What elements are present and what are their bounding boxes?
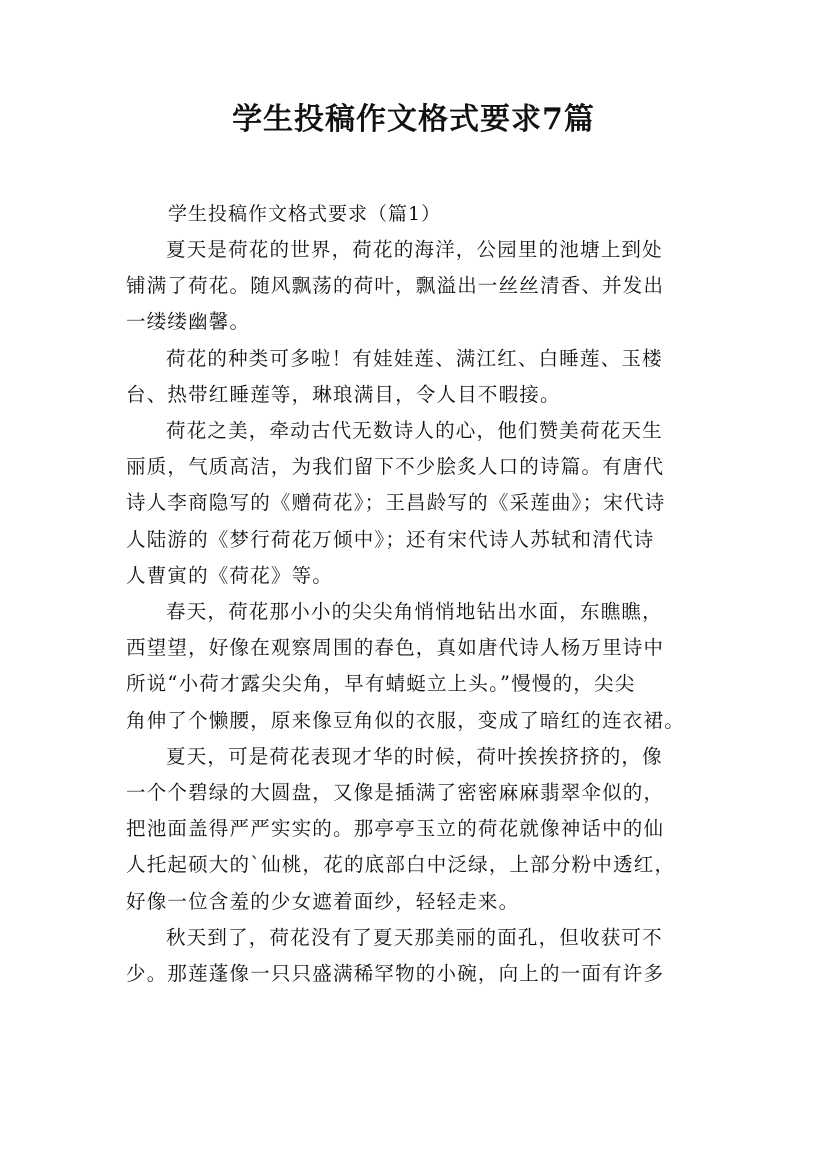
paragraph-autumn: 秋天到了，荷花没有了夏天那美丽的面孔，但收获可不 少。那莲蓬像一只只盛满稀罕物的小碗，向上的一面有许多 xyxy=(126,925,665,986)
paragraph-summer-lotus: 夏天是荷花的世界，荷花的海洋，公园里的池塘上到处 铺满了荷花。随风飘荡的荷叶，飘溢出一丝丝清香、并发出 一缕缕幽馨。 xyxy=(126,238,665,334)
document-title: 学生投稿作文格式要求7篇 xyxy=(232,102,595,137)
paragraph-spring: 春天，荷花那小小的尖尖角悄悄地钻出水面，东瞧瞧， 西望望，好像在观察周围的春色，真如唐代诗人杨万里诗中 所说“小荷才露尖尖角，早有蜻蜓立上头。”慢慢的，尖尖 角伸了个懒腰，原来像豆角似的衣服，变成了暗红的连衣裙。 xyxy=(126,600,685,732)
paragraph-summer: 夏天，可是荷花表现才华的时候，荷叶挨挨挤挤的，像 一个个碧绿的大圆盘，又像是插满了密密麻麻翡翠伞似的， 把池面盖得严严实实的。那亭亭玉立的荷花就像神话中的仙 人托起硕大的`仙桃，花的底部白中泛绿，上部分粉中透红， 好像一位含羞的少女遮着面纱，轻轻走来。 xyxy=(126,744,676,913)
section-heading: 学生投稿作文格式要求（篇1） xyxy=(168,203,442,225)
paragraph-lotus-poems: 荷花之美，牵动古代无数诗人的心，他们赞美荷花天生 丽质，气质高洁，为我们留下不少脍炙人口的诗篇。有唐代 诗人李商隐写的《赠荷花》；王昌龄写的《采莲曲》；宋代诗 人陆游的《梦行荷花万倾中》；还有宋代诗人苏轼和清代诗 人曹寅的《荷花》等。 xyxy=(126,419,666,587)
document-body xyxy=(126,196,706,992)
paragraph-lotus-varieties: 荷花的种类可多啦！有娃娃莲、满江红、白睡莲、玉楼 台、热带红睡莲等，琳琅满目，令人目不暇接。 xyxy=(126,346,663,406)
